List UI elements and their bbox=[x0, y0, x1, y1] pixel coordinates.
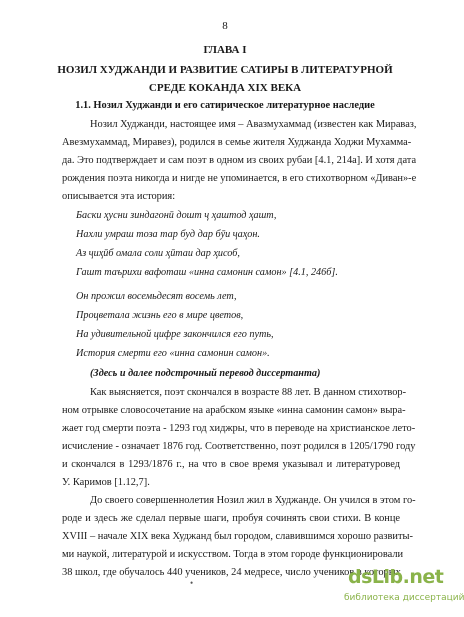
verse-persian-line: Нахли умраш тоза тар буд дар бӯи ҷаҳон. bbox=[76, 229, 260, 240]
paragraph-3-line: XVIII – начале XIX века Худжанд был городом, славившимся хорошо развиты- bbox=[62, 531, 413, 542]
verse-russian-line: Он прожил восемьдесят восемь лет, bbox=[76, 291, 237, 302]
verse-persian-line: Аз ҷиҳӣб омала соли ҳӣтаи дар ҳисоб, bbox=[76, 248, 240, 259]
verse-persian-line: Гашт таърихи вафоташ «инна самонин самон» [4.1, 246б]. bbox=[76, 267, 338, 278]
paragraph-2-line: У. Каримов [1.12,7]. bbox=[62, 477, 150, 488]
verse-russian-line: Процветала жизнь его в мире цветов, bbox=[76, 310, 244, 321]
paragraph-2-line: и скончался в 1293/1876 г., на что в свое время указывал и литературовед bbox=[62, 459, 400, 470]
paragraph-1-line: описывается эта история: bbox=[62, 191, 176, 202]
verse-persian-line: Баски ҳусни зиндагонӣ дошт ҷ ҳаштод ҳашт, bbox=[76, 210, 277, 221]
section-heading: 1.1. Нозил Худжанди и его сатирическое литературное наследие bbox=[75, 100, 375, 111]
paragraph-2-line: Как выясняется, поэт скончался в возрасте 88 лет. В данном стихотвор- bbox=[90, 387, 407, 398]
chapter-title-line-1: НОЗИЛ ХУДЖАНДИ И РАЗВИТИЕ САТИРЫ В ЛИТЕРАТУРНОЙ bbox=[57, 64, 393, 76]
chapter-title-line-2: СРЕДЕ КОКАНДА XIX ВЕКА bbox=[148, 82, 302, 94]
stray-mark: • bbox=[190, 578, 194, 588]
paragraph-2-line: исчисление - означает 1876 год. Соответственно, поэт родился в 1205/1790 году bbox=[62, 441, 416, 452]
page-number: 8 bbox=[222, 20, 228, 32]
paragraph-3-line: До своего совершеннолетия Нозил жил в Худжанде. Он учился в этом го- bbox=[90, 495, 416, 506]
paragraph-3-line: роде и здесь же сделал первые шаги, пробуя сочинять свои стихи. В конце bbox=[62, 513, 400, 524]
paragraph-1-line: да. Это подтверждает и сам поэт в одном из своих рубаи [4.1, 214а]. И хотя дата bbox=[62, 155, 417, 166]
verse-russian-line: История смерти его «инна самонин самон». bbox=[76, 348, 270, 359]
dslib-logo: dsLib.net bbox=[348, 566, 444, 588]
translation-note: (Здесь и далее подстрочный перевод диссертанта) bbox=[90, 368, 321, 379]
paragraph-2-line: ном отрывке словосочетание на арабском языке «инна самонин самон» выра- bbox=[62, 405, 406, 416]
dslib-subtitle: библиотека диссертаций bbox=[344, 593, 464, 603]
paragraph-3-line: ми наукой, литературой и искусством. Тогда в этом городе функционировали bbox=[62, 549, 404, 560]
paragraph-1-line: рождения поэта никогда и нигде не упоминается, в его стихотворном «Диван»-е bbox=[62, 173, 417, 184]
paragraph-1-line: Нозил Худжанди, настоящее имя – Авазмухаммад (известен как Мираваз, bbox=[90, 119, 417, 130]
paragraph-2-line: жает год смерти поэта - 1293 год хиджры, что в переводе на христианское лето- bbox=[62, 423, 416, 434]
chapter-heading: ГЛАВА I bbox=[203, 44, 247, 56]
paragraph-1-line: Авезмухаммад, Миравез), родился в семье жителя Худжанда Ходжи Мухамма- bbox=[62, 137, 412, 148]
dslib-watermark bbox=[340, 566, 464, 612]
verse-russian-line: На удивительной цифре закончился его путь, bbox=[76, 329, 274, 340]
paragraph-3-line: 38 школ, где обучалось 440 учеников, 24 медресе, число учеников в которых bbox=[62, 567, 401, 578]
